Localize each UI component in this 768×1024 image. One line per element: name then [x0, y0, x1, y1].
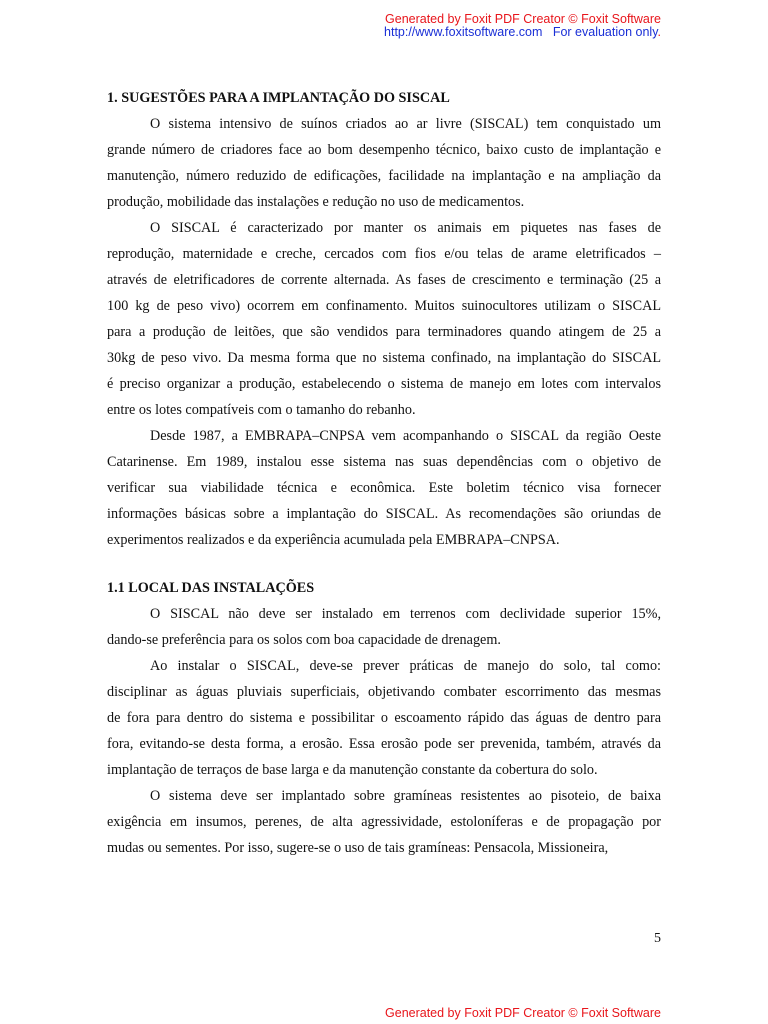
section-1-paragraphs: [107, 111, 661, 553]
section-heading-1-1: 1.1 LOCAL DAS INSTALAÇÕES: [107, 580, 315, 596]
paragraph-line: verificar sua viabilidade técnica e econômica. Este boletim técnico visa fornecer: [107, 480, 661, 496]
paragraph-line: O SISCAL não deve ser instalado em terrenos com declividade superior 15%,: [150, 606, 661, 622]
section-1-1-paragraphs: [107, 601, 661, 861]
paragraph: [107, 111, 661, 215]
paragraph: [107, 653, 661, 783]
paragraph-line: entre os lotes compatíveis com o tamanho do rebanho.: [107, 402, 416, 418]
watermark-line2: [384, 26, 661, 39]
paragraph-line: implantação de terraços de base larga e da manutenção constante da cobertura do solo.: [107, 762, 598, 778]
watermark-note: For evaluation only: [552, 25, 658, 39]
paragraph: [107, 601, 661, 653]
paragraph-line: reprodução, maternidade e creche, cercados com fios e/ou telas de arame eletrificados –: [107, 246, 661, 262]
paragraph: [107, 215, 661, 423]
paragraph: [107, 783, 661, 861]
paragraph-line: mudas ou sementes. Por isso, sugere-se o uso de tais gramíneas: Pensacola, Missioneira,: [107, 840, 609, 856]
watermark-top: [384, 13, 661, 39]
paragraph-line: 100 kg de peso vivo) ocorrem em confinamento. Muitos suinocultores utilizam o SISCAL: [107, 298, 661, 314]
paragraph-line: disciplinar as águas pluviais superficiais, objetivando combater escorrimento das mesmas: [107, 684, 661, 700]
watermark-bottom: [385, 1007, 661, 1020]
paragraph-line: fora, evitando-se desta forma, a erosão. Essa erosão pode ser prevenida, também, através da: [107, 736, 661, 752]
paragraph-line: O SISCAL é caracterizado por manter os animais em piquetes nas fases de: [150, 220, 661, 236]
paragraph-line: dando-se preferência para os solos com boa capacidade de drenagem.: [107, 632, 501, 648]
paragraph-line: produção, mobilidade das instalações e redução no uso de medicamentos.: [107, 194, 525, 210]
watermark-url[interactable]: http://www.foxitsoftware.com: [384, 25, 543, 39]
paragraph-line: é preciso organizar a produção, estabelecendo o sistema de manejo em lotes com intervalos: [107, 376, 661, 392]
paragraph: [107, 423, 661, 553]
paragraph-line: através de eletrificadores de corrente alternada. As fases de crescimento e terminação (25 a: [107, 272, 661, 288]
page-number: 5: [654, 931, 661, 946]
paragraph-line: informações básicas sobre a implantação do SISCAL. As recomendações são oriundas de: [107, 506, 661, 522]
paragraph-line: 30kg de peso vivo. Da mesma forma que no sistema confinado, na implantação do SISCAL: [107, 350, 661, 366]
section-heading-1: 1. SUGESTÕES PARA A IMPLANTAÇÃO DO SISCAL: [107, 90, 450, 106]
paragraph-line: Desde 1987, a EMBRAPA–CNPSA vem acompanhando o SISCAL da região Oeste: [150, 428, 661, 444]
paragraph-line: experimentos realizados e da experiência acumulada pela EMBRAPA–CNPSA.: [107, 532, 560, 548]
paragraph-line: exigência em insumos, perenes, de alta agressividade, estoloníferas e de propagação por: [107, 814, 661, 830]
watermark-line1: Generated by Foxit PDF Creator © Foxit Software: [385, 1006, 661, 1020]
document-body: [107, 85, 661, 861]
paragraph-line: para a produção de leitões, que são vendidos para terminadores quando atingem de 25 a: [107, 324, 661, 340]
paragraph-line: manutenção, número reduzido de edificações, facilidade na implantação e na ampliação da: [107, 168, 661, 184]
watermark-line1: Generated by Foxit PDF Creator © Foxit Software: [385, 12, 661, 26]
paragraph-line: Ao instalar o SISCAL, deve-se prever práticas de manejo do solo, tal como:: [150, 658, 661, 674]
watermark-dot: .: [657, 25, 661, 39]
paragraph-line: Catarinense. Em 1989, instalou esse sistema nas suas dependências com o objetivo de: [107, 454, 661, 470]
paragraph-line: de fora para dentro do sistema e possibilitar o escoamento rápido das águas de dentro para: [107, 710, 661, 726]
paragraph-line: O sistema deve ser implantado sobre gramíneas resistentes ao pisoteio, de baixa: [150, 788, 661, 804]
paragraph-line: O sistema intensivo de suínos criados ao ar livre (SISCAL) tem conquistado um: [150, 116, 661, 132]
paragraph-line: grande número de criadores face ao bom desempenho técnico, baixo custo de implantação e: [107, 142, 661, 158]
